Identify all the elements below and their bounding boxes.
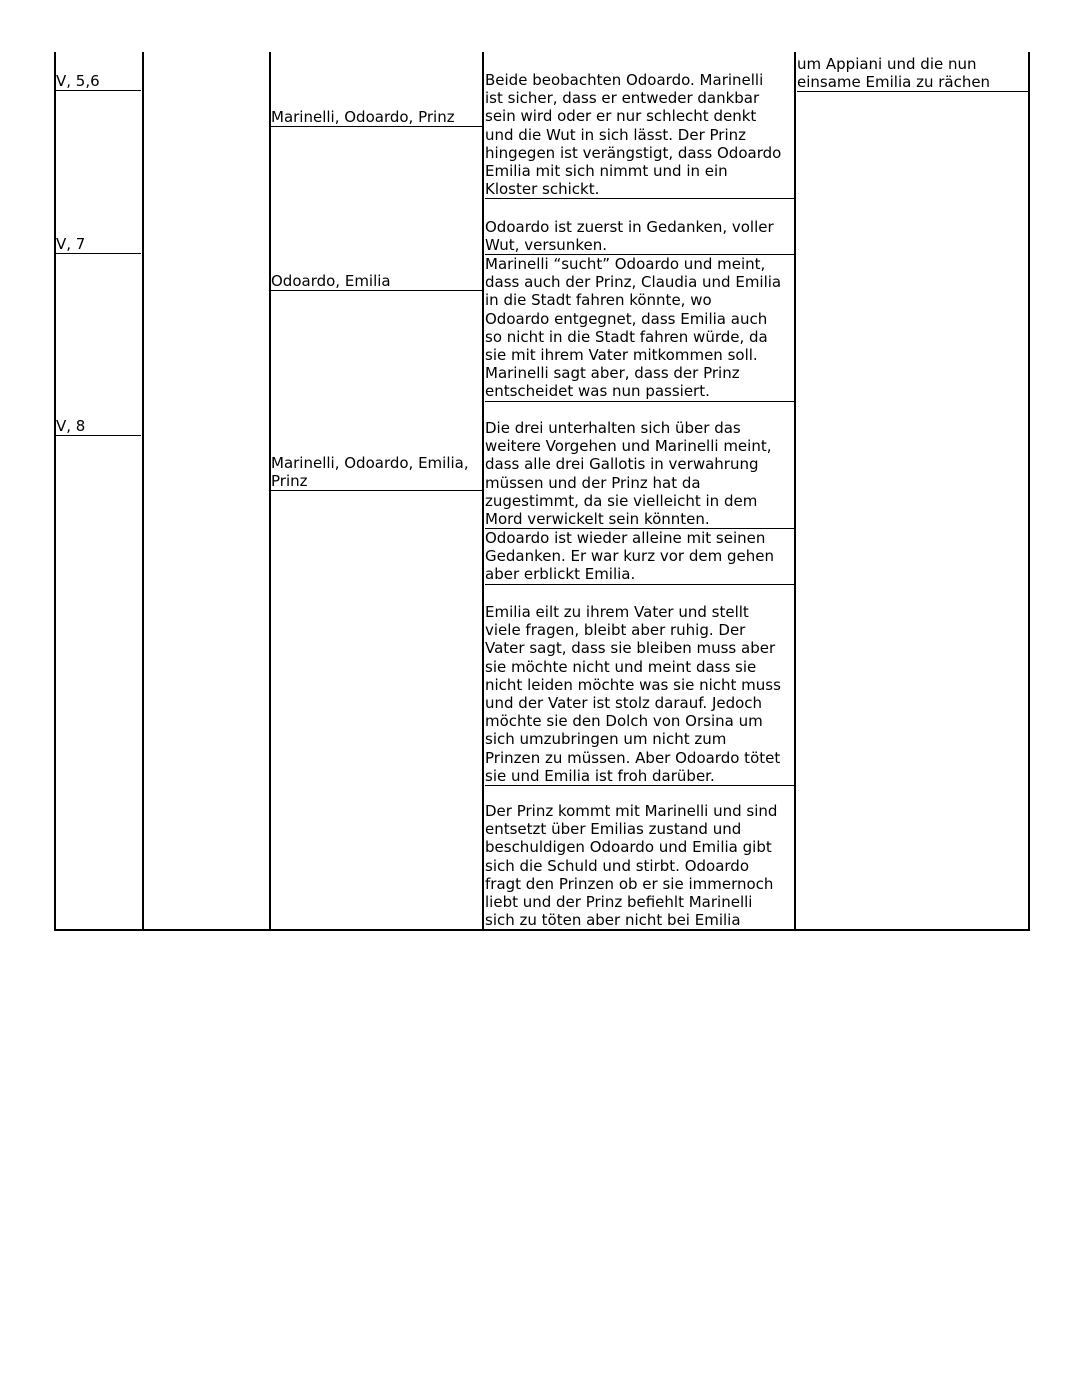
content-block: [485, 71, 794, 199]
content-line: müssen und der Prinz hat da: [485, 473, 701, 492]
note-line: um Appiani und die nun: [797, 55, 977, 73]
content-line: aber erblickt Emilia.: [485, 565, 636, 584]
characters-text: Odoardo, Emilia: [271, 272, 391, 290]
content-line: Odoardo ist zuerst in Gedanken, voller: [485, 218, 774, 236]
content-line: und der Vater ist stolz darauf. Jedoch: [485, 694, 763, 713]
characters-text: Marinelli, Odoardo, Prinz: [271, 108, 455, 126]
characters-cell: [271, 108, 482, 127]
content-line: Emilia eilt zu ihrem Vater und stellt: [485, 603, 749, 621]
content-line: dass auch der Prinz, Claudia und Emilia: [485, 273, 782, 292]
content-line: sie mit ihrem Vater mitkommen soll.: [485, 346, 758, 365]
content-line: Wut, versunken.: [485, 236, 607, 255]
content-line: hingegen ist verängstigt, dass Odoardo: [485, 143, 782, 162]
content-line: ist sicher, dass er entweder dankbar: [485, 89, 760, 108]
content-line: beschuldigen Odoardo und Emilia gibt: [485, 838, 772, 857]
content-line: Beide beobachten Odoardo. Marinelli: [485, 71, 764, 89]
column-divider-1: [142, 52, 144, 931]
content-line: so nicht in die Stadt fahren würde, da: [485, 327, 768, 346]
content-line: Kloster schickt.: [485, 180, 600, 199]
scene-cell: [56, 72, 141, 91]
content-line: Der Prinz kommt mit Marinelli und sind: [485, 802, 778, 820]
content-line: entscheidet was nun passiert.: [485, 382, 710, 401]
content-line: fragt den Prinzen ob er sie immernoch: [485, 874, 774, 893]
content-line: und die Wut in sich lässt. Der Prinz: [485, 125, 747, 144]
content-block: [485, 218, 794, 255]
content-block: [485, 419, 794, 529]
characters-text-line: Marinelli, Odoardo, Emilia,: [271, 454, 469, 472]
note-cell: [797, 55, 1028, 92]
characters-text-line: Prinz: [271, 472, 308, 491]
content-line: Die drei unterhalten sich über das: [485, 419, 741, 437]
content-line: entsetzt über Emilias zustand und: [485, 820, 742, 839]
content-line: Marinelli “sucht” Odoardo und meint,: [485, 255, 766, 273]
content-block: [485, 603, 794, 786]
content-line: Marinelli sagt aber, dass der Prinz: [485, 364, 740, 383]
content-line: in die Stadt fahren könnte, wo: [485, 291, 712, 310]
content-line: Prinzen zu müssen. Aber Odoardo tötet: [485, 748, 781, 767]
content-line: sich die Schuld und stirbt. Odoardo: [485, 856, 750, 875]
scene-label: V, 7: [56, 235, 86, 253]
content-line: dass alle drei Gallotis in verwahrung: [485, 455, 759, 474]
table-border-left: [54, 52, 56, 931]
characters-cell: [271, 454, 482, 491]
content-line: Odoardo ist wieder alleine mit seinen: [485, 529, 766, 547]
content-line: liebt und der Prinz befiehlt Marinelli: [485, 893, 753, 912]
content-line: sein wird oder er nur schlecht denkt: [485, 107, 757, 126]
table-border-right: [1028, 52, 1030, 931]
content-line: zugestimmt, da sie vielleicht in dem: [485, 491, 758, 510]
content-line: Odoardo entgegnet, dass Emilia auch: [485, 309, 768, 328]
content-line: Mord verwickelt sein könnten.: [485, 510, 710, 529]
content-line: sich umzubringen um nicht zum: [485, 730, 727, 749]
content-block: [485, 529, 794, 585]
content-line: nicht leiden möchte was sie nicht muss: [485, 675, 781, 694]
column-divider-2: [269, 52, 271, 931]
column-divider-3: [482, 52, 484, 931]
content-line: weitere Vorgehen und Marinelli meint,: [485, 437, 772, 456]
scene-label: V, 5,6: [56, 72, 100, 90]
scene-label: V, 8: [56, 417, 86, 435]
content-line: Emilia mit sich nimmt und in ein: [485, 162, 728, 181]
content-line: sie möchte nicht und meint dass sie: [485, 657, 757, 676]
content-line: viele fragen, bleibt aber ruhig. Der: [485, 621, 746, 640]
content-block: [485, 802, 794, 930]
content-line: sie und Emilia ist froh darüber.: [485, 766, 715, 785]
column-divider-4: [794, 52, 796, 931]
note-line: einsame Emilia zu rächen: [797, 73, 991, 92]
scene-cell: [56, 235, 141, 254]
content-line: möchte sie den Dolch von Orsina um: [485, 712, 763, 731]
content-line: sich zu töten aber nicht bei Emilia: [485, 911, 741, 930]
characters-cell: [271, 272, 482, 291]
content-line: Vater sagt, dass sie bleiben muss aber: [485, 639, 776, 658]
content-block: [485, 255, 794, 402]
content-line: Gedanken. Er war kurz vor dem gehen: [485, 547, 774, 566]
scene-cell: [56, 417, 141, 436]
